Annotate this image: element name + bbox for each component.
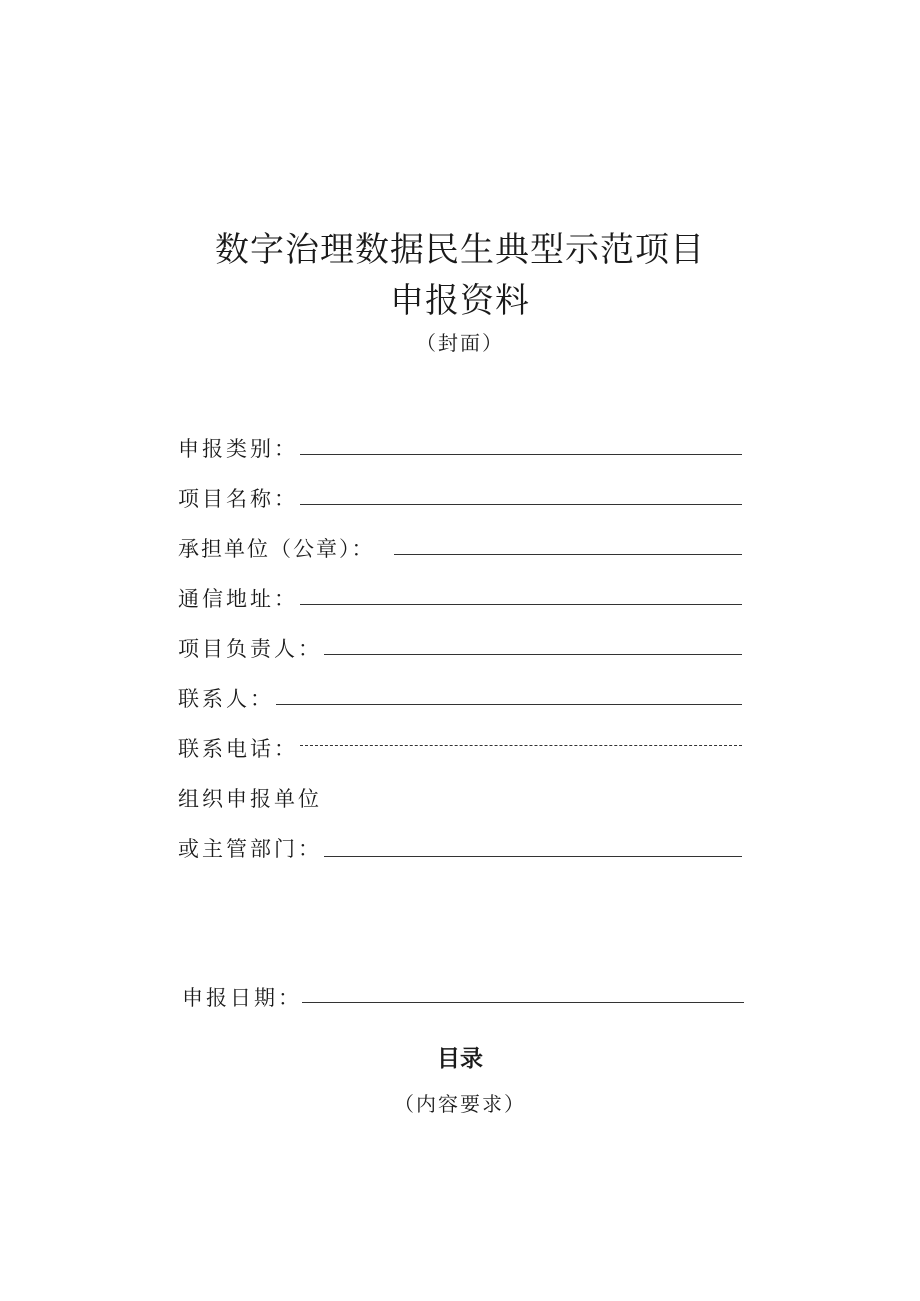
field-date-label: 申报日期： xyxy=(182,986,302,1010)
toc-subtitle: （内容要求） xyxy=(394,1092,526,1116)
field-project-leader-label: 项目负责人： xyxy=(178,637,322,661)
field-phone-line xyxy=(300,745,742,746)
field-category-label: 申报类别： xyxy=(178,437,298,461)
field-project-name-label: 项目名称： xyxy=(178,487,298,511)
field-address-label: 通信地址： xyxy=(178,587,298,611)
cover-title-line2: 申报资料 xyxy=(390,281,530,321)
field-contact-label: 联系人： xyxy=(178,687,274,711)
cover-subtitle: （封面） xyxy=(416,331,504,355)
field-org-unit-line xyxy=(324,856,742,857)
field-org-unit-label-line2: 或主管部门： xyxy=(178,837,322,861)
field-date-line xyxy=(302,1002,744,1003)
field-category-line xyxy=(300,454,742,455)
field-project-leader-line xyxy=(324,654,742,655)
field-undertaking-unit-line xyxy=(394,554,742,555)
cover-title-line1: 数字治理数据民生典型示范项目 xyxy=(215,230,705,270)
field-undertaking-unit-label: 承担单位（公章）： xyxy=(178,537,375,561)
field-contact-line xyxy=(276,704,742,705)
field-address-line xyxy=(300,604,742,605)
field-phone-label: 联系电话： xyxy=(178,737,298,761)
toc-title: 目录 xyxy=(437,1046,483,1072)
field-org-unit-label-line1: 组织申报单位 xyxy=(178,787,322,811)
field-project-name-line xyxy=(300,504,742,505)
